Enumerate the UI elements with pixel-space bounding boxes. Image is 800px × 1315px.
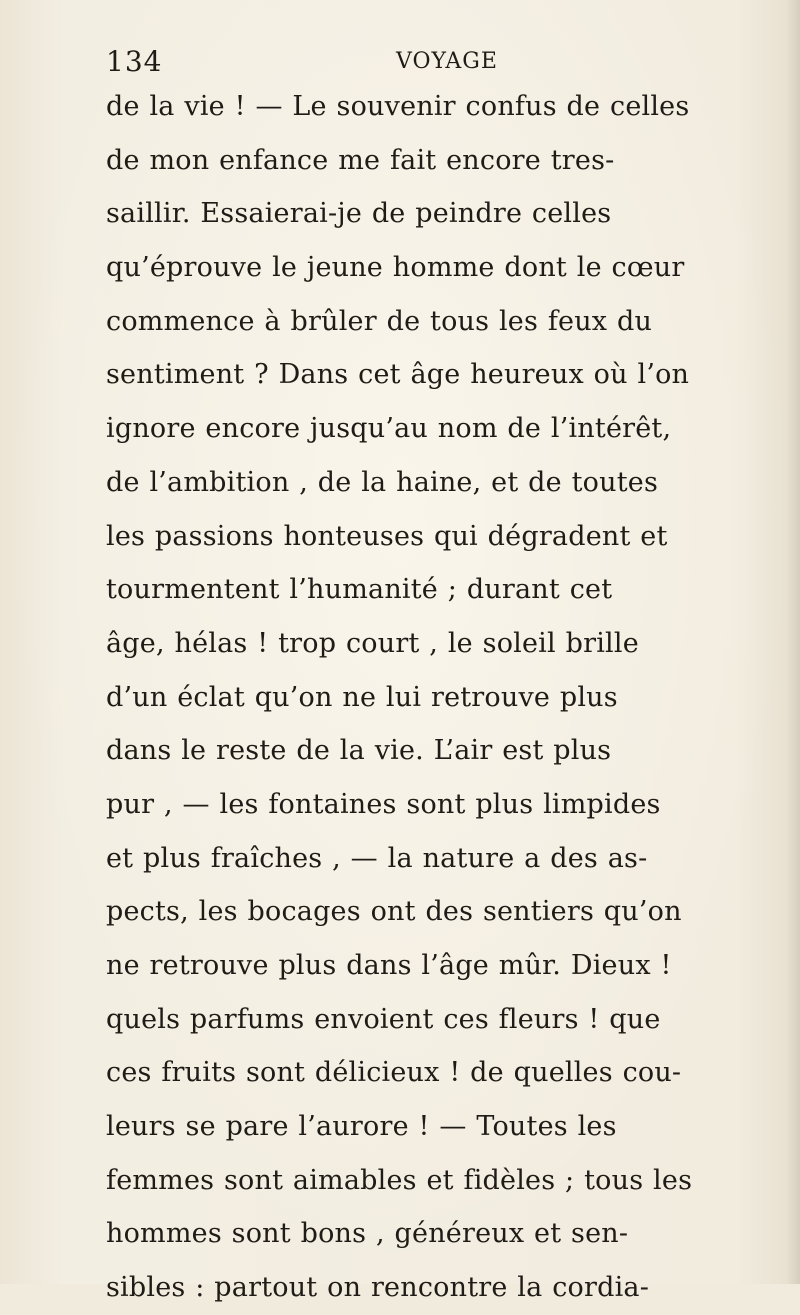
page-header bbox=[106, 42, 726, 82]
text-line: et plus fraîches , — la nature a des as- bbox=[106, 842, 648, 874]
text-line: sibles : partout on rencontre la cordia- bbox=[106, 1272, 650, 1304]
text-line: commence à brûler de tous les feux du bbox=[106, 305, 653, 337]
text-line: ne retrouve plus dans l’âge mûr. Dieux ! bbox=[106, 950, 672, 981]
text-line: tourmentent l’humanité ; durant cet bbox=[106, 574, 613, 606]
text-line: de mon enfance me fait encore tres- bbox=[106, 144, 615, 176]
text-line: femmes sont aimables et fidèles ; tous les bbox=[106, 1164, 693, 1196]
text-line: saillir. Essaierai-je de peindre celles bbox=[106, 198, 612, 230]
text-line: d’un éclat qu’on ne lui retrouve plus bbox=[106, 681, 618, 713]
text-line: dans le reste de la vie. L’air est plus bbox=[106, 735, 612, 767]
text-line: de la vie ! — Le souvenir confus de celles bbox=[106, 91, 690, 122]
body-text bbox=[106, 80, 796, 1315]
text-line: pects, les bocages ont des sentiers qu’on bbox=[106, 896, 682, 928]
text-line: leurs se pare l’aurore ! — Toutes les bbox=[106, 1111, 617, 1143]
text-line: qu’éprouve le jeune homme dont le cœur bbox=[106, 252, 685, 284]
page-number: 134 bbox=[106, 45, 163, 78]
text-line: les passions honteuses qui dégradent et bbox=[106, 520, 668, 552]
text-line: ces fruits sont délicieux ! de quelles cou- bbox=[106, 1057, 682, 1089]
text-line: âge, hélas ! trop court , le soleil brille bbox=[106, 627, 639, 659]
text-line: ignore encore jusqu’au nom de l’intérêt, bbox=[106, 413, 672, 445]
text-line: sentiment ? Dans cet âge heureux où l’on bbox=[106, 359, 690, 391]
running-head: VOYAGE bbox=[396, 49, 498, 74]
text-line: quels parfums envoient ces fleurs ! que bbox=[106, 1003, 661, 1035]
text-line: de l’ambition , de la haine, et de toutes bbox=[106, 466, 659, 498]
text-line: pur , — les fontaines sont plus limpides bbox=[106, 788, 661, 820]
text-line: hommes sont bons , généreux et sen- bbox=[106, 1218, 629, 1250]
